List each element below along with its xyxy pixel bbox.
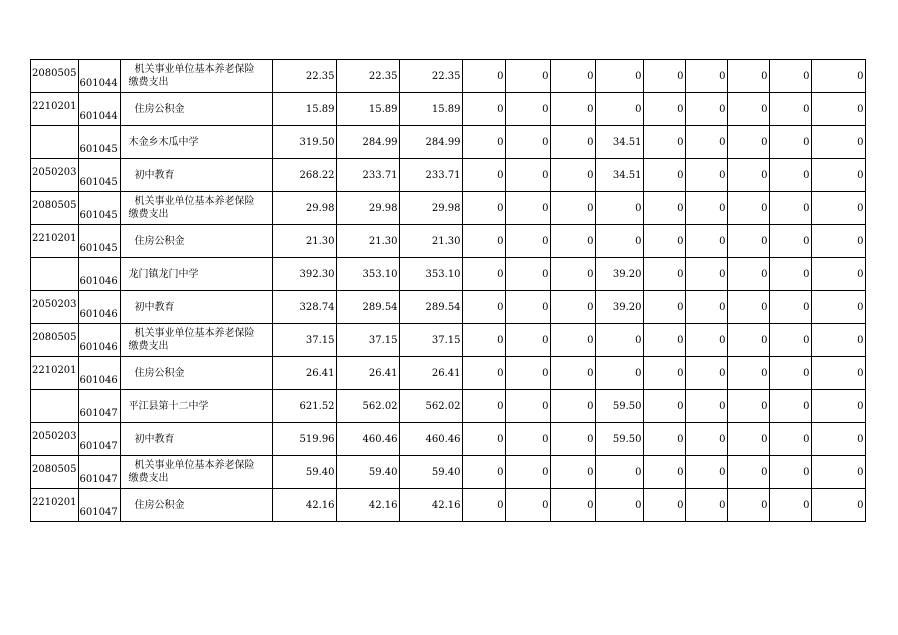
function-code-cell: 2210201 [31, 489, 79, 522]
function-code-cell: 2080505 [31, 192, 79, 225]
table-row [31, 324, 866, 357]
amount-cell: 0 [685, 126, 727, 159]
amount-cell: 0 [769, 489, 811, 522]
table-row [31, 291, 866, 324]
amount-cell: 0 [769, 60, 811, 93]
item-name-cell [120, 324, 272, 357]
amount-cell: 0 [505, 225, 550, 258]
amount-cell: 0 [643, 291, 685, 324]
amount-cell: 34.51 [595, 159, 643, 192]
amount-cell: 0 [769, 390, 811, 423]
amount-cell: 0 [462, 357, 505, 390]
function-code-cell [31, 258, 79, 291]
unit-code-cell: 601045 [78, 126, 120, 159]
amount-cell: 0 [505, 93, 550, 126]
function-code-cell: 2050203 [31, 291, 79, 324]
amount-cell: 0 [595, 192, 643, 225]
amount-cell: 0 [685, 291, 727, 324]
unit-code-cell: 601044 [78, 60, 120, 93]
table-row [31, 60, 866, 93]
amount-cell: 0 [462, 93, 505, 126]
amount-cell: 0 [595, 225, 643, 258]
amount-cell: 26.41 [399, 357, 462, 390]
amount-cell: 39.20 [595, 291, 643, 324]
amount-cell: 284.99 [399, 126, 462, 159]
item-name-line: 机关事业单位基本养老保险 [134, 196, 255, 207]
amount-cell: 289.54 [399, 291, 462, 324]
amount-cell: 0 [811, 456, 865, 489]
amount-cell: 0 [462, 258, 505, 291]
amount-cell: 59.50 [595, 390, 643, 423]
function-code-cell: 2050203 [31, 423, 79, 456]
amount-cell: 0 [462, 192, 505, 225]
item-name-line: 初中教育 [134, 433, 175, 445]
amount-cell: 22.35 [336, 60, 399, 93]
item-name-cell [120, 456, 272, 489]
amount-cell: 621.52 [272, 390, 336, 423]
amount-cell: 0 [505, 357, 550, 390]
amount-cell: 0 [462, 390, 505, 423]
amount-cell: 26.41 [272, 357, 336, 390]
amount-cell: 0 [550, 126, 595, 159]
amount-cell: 15.89 [272, 93, 336, 126]
amount-cell: 0 [811, 390, 865, 423]
amount-cell: 0 [505, 489, 550, 522]
amount-cell: 0 [727, 456, 769, 489]
item-name-line: 初中教育 [134, 169, 175, 181]
table-row [31, 489, 866, 522]
amount-cell: 0 [685, 489, 727, 522]
amount-cell: 0 [685, 159, 727, 192]
amount-cell: 0 [595, 324, 643, 357]
amount-cell: 233.71 [336, 159, 399, 192]
amount-cell: 0 [550, 258, 595, 291]
amount-cell: 519.96 [272, 423, 336, 456]
amount-cell: 39.20 [595, 258, 643, 291]
amount-cell: 319.50 [272, 126, 336, 159]
function-code-cell: 2080505 [31, 324, 79, 357]
amount-cell: 0 [550, 93, 595, 126]
amount-cell: 284.99 [336, 126, 399, 159]
amount-cell: 0 [643, 390, 685, 423]
amount-cell: 0 [769, 291, 811, 324]
amount-cell: 0 [811, 423, 865, 456]
amount-cell: 0 [505, 324, 550, 357]
amount-cell: 0 [685, 357, 727, 390]
amount-cell: 0 [550, 159, 595, 192]
amount-cell: 0 [550, 324, 595, 357]
unit-code-cell: 601045 [78, 225, 120, 258]
amount-cell: 22.35 [272, 60, 336, 93]
amount-cell: 0 [685, 60, 727, 93]
amount-cell: 289.54 [336, 291, 399, 324]
amount-cell: 0 [685, 225, 727, 258]
amount-cell: 0 [643, 60, 685, 93]
amount-cell: 0 [727, 423, 769, 456]
amount-cell: 0 [550, 456, 595, 489]
table-row [31, 192, 866, 225]
item-name-cell [120, 60, 272, 93]
item-name-cell [120, 390, 272, 423]
table-row [31, 225, 866, 258]
amount-cell: 0 [811, 192, 865, 225]
amount-cell: 59.40 [272, 456, 336, 489]
amount-cell: 0 [643, 126, 685, 159]
item-name-line: 缴费支出 [128, 341, 169, 352]
amount-cell: 0 [727, 60, 769, 93]
amount-cell: 0 [811, 159, 865, 192]
amount-cell: 0 [727, 126, 769, 159]
amount-cell: 0 [643, 423, 685, 456]
amount-cell: 26.41 [336, 357, 399, 390]
amount-cell: 0 [550, 423, 595, 456]
amount-cell: 0 [643, 324, 685, 357]
amount-cell: 0 [550, 291, 595, 324]
table-body [31, 60, 866, 522]
table-row [31, 159, 866, 192]
amount-cell: 0 [505, 159, 550, 192]
item-name-line: 平江县第十二中学 [128, 400, 209, 412]
unit-code-cell: 601045 [78, 192, 120, 225]
amount-cell: 0 [643, 93, 685, 126]
amount-cell: 0 [643, 192, 685, 225]
table-row [31, 258, 866, 291]
amount-cell: 22.35 [399, 60, 462, 93]
item-name-line: 住房公积金 [134, 235, 185, 247]
amount-cell: 0 [595, 60, 643, 93]
amount-cell: 21.30 [336, 225, 399, 258]
amount-cell: 21.30 [272, 225, 336, 258]
amount-cell: 0 [462, 291, 505, 324]
amount-cell: 0 [811, 126, 865, 159]
amount-cell: 328.74 [272, 291, 336, 324]
amount-cell: 460.46 [399, 423, 462, 456]
amount-cell: 0 [462, 126, 505, 159]
item-name-cell [120, 126, 272, 159]
item-name-cell [120, 159, 272, 192]
amount-cell: 0 [505, 126, 550, 159]
amount-cell: 0 [462, 324, 505, 357]
amount-cell: 0 [769, 126, 811, 159]
amount-cell: 0 [769, 423, 811, 456]
amount-cell: 29.98 [336, 192, 399, 225]
amount-cell: 21.30 [399, 225, 462, 258]
function-code-cell [31, 390, 79, 423]
amount-cell: 0 [811, 258, 865, 291]
function-code-cell: 2050203 [31, 159, 79, 192]
amount-cell: 392.30 [272, 258, 336, 291]
amount-cell: 15.89 [336, 93, 399, 126]
amount-cell: 0 [727, 324, 769, 357]
amount-cell: 0 [727, 159, 769, 192]
amount-cell: 0 [462, 159, 505, 192]
table-row [31, 423, 866, 456]
amount-cell: 0 [811, 324, 865, 357]
item-name-line: 机关事业单位基本养老保险 [134, 64, 255, 75]
item-name-line: 缴费支出 [128, 77, 169, 88]
amount-cell: 0 [727, 258, 769, 291]
item-name-cell [120, 93, 272, 126]
unit-code-cell: 601046 [78, 291, 120, 324]
amount-cell: 0 [643, 489, 685, 522]
item-name-line: 机关事业单位基本养老保险 [134, 460, 255, 471]
amount-cell: 0 [811, 225, 865, 258]
amount-cell: 0 [550, 390, 595, 423]
amount-cell: 42.16 [399, 489, 462, 522]
amount-cell: 0 [769, 159, 811, 192]
unit-code-cell: 601044 [78, 93, 120, 126]
item-name-line: 机关事业单位基本养老保险 [134, 328, 255, 339]
amount-cell: 0 [643, 357, 685, 390]
item-name-line: 初中教育 [134, 301, 175, 313]
amount-cell: 0 [769, 93, 811, 126]
amount-cell: 42.16 [336, 489, 399, 522]
budget-table [30, 59, 866, 522]
table-row [31, 357, 866, 390]
amount-cell: 0 [727, 291, 769, 324]
amount-cell: 0 [769, 225, 811, 258]
amount-cell: 0 [727, 225, 769, 258]
amount-cell: 0 [462, 225, 505, 258]
item-name-cell [120, 258, 272, 291]
function-code-cell: 2210201 [31, 225, 79, 258]
amount-cell: 59.40 [336, 456, 399, 489]
amount-cell: 562.02 [336, 390, 399, 423]
amount-cell: 0 [643, 225, 685, 258]
amount-cell: 0 [811, 291, 865, 324]
unit-code-cell: 601047 [78, 423, 120, 456]
amount-cell: 0 [643, 258, 685, 291]
amount-cell: 37.15 [336, 324, 399, 357]
table-row [31, 126, 866, 159]
unit-code-cell: 601046 [78, 258, 120, 291]
unit-code-cell: 601047 [78, 489, 120, 522]
amount-cell: 0 [769, 324, 811, 357]
amount-cell: 42.16 [272, 489, 336, 522]
amount-cell: 0 [505, 192, 550, 225]
item-name-line: 住房公积金 [134, 103, 185, 115]
amount-cell: 0 [595, 489, 643, 522]
amount-cell: 0 [685, 423, 727, 456]
item-name-line: 缴费支出 [128, 209, 169, 220]
amount-cell: 37.15 [399, 324, 462, 357]
amount-cell: 0 [727, 357, 769, 390]
item-name-line: 木金乡木瓜中学 [128, 136, 199, 148]
amount-cell: 0 [685, 192, 727, 225]
amount-cell: 15.89 [399, 93, 462, 126]
amount-cell: 0 [505, 258, 550, 291]
amount-cell: 0 [685, 456, 727, 489]
item-name-cell [120, 489, 272, 522]
item-name-line: 龙门镇龙门中学 [128, 268, 199, 280]
item-name-line: 住房公积金 [134, 367, 185, 379]
amount-cell: 0 [462, 456, 505, 489]
item-name-line: 缴费支出 [128, 473, 169, 484]
unit-code-cell: 601046 [78, 357, 120, 390]
item-name-cell [120, 225, 272, 258]
amount-cell: 268.22 [272, 159, 336, 192]
amount-cell: 460.46 [336, 423, 399, 456]
amount-cell: 0 [462, 60, 505, 93]
amount-cell: 0 [550, 489, 595, 522]
unit-code-cell: 601045 [78, 159, 120, 192]
amount-cell: 0 [505, 60, 550, 93]
amount-cell: 0 [811, 357, 865, 390]
amount-cell: 0 [462, 423, 505, 456]
amount-cell: 0 [550, 192, 595, 225]
item-name-cell [120, 423, 272, 456]
amount-cell: 0 [769, 357, 811, 390]
amount-cell: 0 [811, 60, 865, 93]
amount-cell: 0 [595, 93, 643, 126]
table-row [31, 456, 866, 489]
amount-cell: 353.10 [336, 258, 399, 291]
amount-cell: 0 [685, 93, 727, 126]
amount-cell: 0 [769, 192, 811, 225]
amount-cell: 0 [727, 192, 769, 225]
amount-cell: 0 [685, 390, 727, 423]
amount-cell: 0 [643, 456, 685, 489]
item-name-line: 住房公积金 [134, 499, 185, 511]
amount-cell: 0 [727, 489, 769, 522]
function-code-cell: 2080505 [31, 60, 79, 93]
amount-cell: 0 [643, 159, 685, 192]
amount-cell: 0 [769, 258, 811, 291]
amount-cell: 233.71 [399, 159, 462, 192]
item-name-cell [120, 291, 272, 324]
amount-cell: 37.15 [272, 324, 336, 357]
unit-code-cell: 601047 [78, 390, 120, 423]
function-code-cell: 2210201 [31, 93, 79, 126]
function-code-cell: 2080505 [31, 456, 79, 489]
amount-cell: 59.40 [399, 456, 462, 489]
amount-cell: 29.98 [272, 192, 336, 225]
amount-cell: 0 [685, 324, 727, 357]
table-row [31, 93, 866, 126]
function-code-cell: 2210201 [31, 357, 79, 390]
amount-cell: 0 [595, 456, 643, 489]
amount-cell: 0 [727, 390, 769, 423]
unit-code-cell: 601047 [78, 456, 120, 489]
amount-cell: 0 [685, 258, 727, 291]
amount-cell: 0 [505, 390, 550, 423]
amount-cell: 29.98 [399, 192, 462, 225]
amount-cell: 0 [505, 423, 550, 456]
amount-cell: 0 [550, 357, 595, 390]
item-name-cell [120, 192, 272, 225]
amount-cell: 0 [550, 60, 595, 93]
unit-code-cell: 601046 [78, 324, 120, 357]
item-name-cell [120, 357, 272, 390]
table-row [31, 390, 866, 423]
amount-cell: 562.02 [399, 390, 462, 423]
amount-cell: 353.10 [399, 258, 462, 291]
amount-cell: 0 [727, 93, 769, 126]
amount-cell: 0 [811, 93, 865, 126]
amount-cell: 0 [505, 456, 550, 489]
amount-cell: 0 [505, 291, 550, 324]
function-code-cell [31, 126, 79, 159]
amount-cell: 0 [595, 357, 643, 390]
amount-cell: 0 [462, 489, 505, 522]
amount-cell: 0 [769, 456, 811, 489]
amount-cell: 34.51 [595, 126, 643, 159]
amount-cell: 0 [811, 489, 865, 522]
amount-cell: 0 [550, 225, 595, 258]
amount-cell: 59.50 [595, 423, 643, 456]
